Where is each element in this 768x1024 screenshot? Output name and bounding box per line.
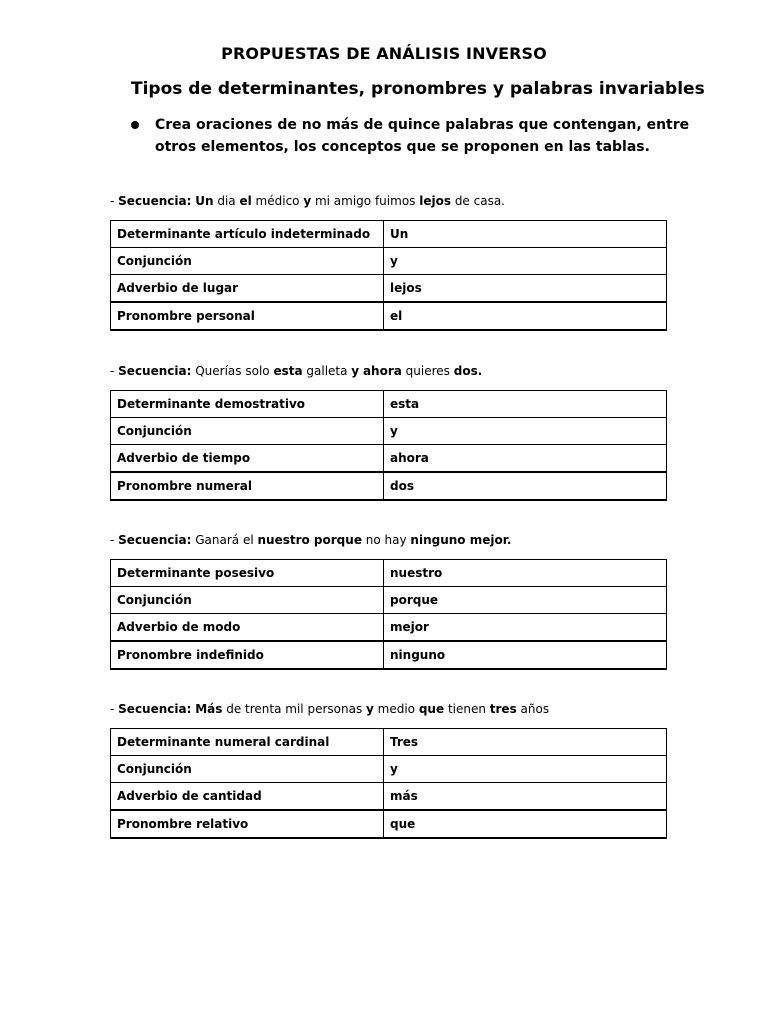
concept-table bbox=[110, 728, 667, 839]
word-cell: esta bbox=[384, 391, 667, 418]
concept-cell: Determinante demostrativo bbox=[111, 391, 384, 418]
highlighted-word: y bbox=[303, 194, 312, 208]
table-row bbox=[111, 275, 667, 303]
table-row bbox=[111, 221, 667, 248]
word-cell: dos bbox=[384, 472, 667, 500]
table-row bbox=[111, 810, 667, 838]
table-row bbox=[111, 587, 667, 614]
word-cell: Tres bbox=[384, 729, 667, 756]
sentence-text: médico bbox=[251, 194, 304, 208]
word-cell: que bbox=[384, 810, 667, 838]
word-cell: ahora bbox=[384, 445, 667, 473]
exercise-section bbox=[110, 701, 667, 839]
table-row bbox=[111, 614, 667, 642]
word-cell: y bbox=[384, 418, 667, 445]
concept-cell: Determinante posesivo bbox=[111, 560, 384, 587]
sentence-text: no hay bbox=[361, 533, 411, 547]
sentence-text: de trenta mil personas bbox=[222, 702, 367, 716]
instruction-bullet bbox=[131, 114, 691, 158]
word-cell: más bbox=[384, 783, 667, 811]
sequence-line: - Secuencia: Más de trenta mil personas y medio que tienen tres años bbox=[110, 702, 550, 716]
word-cell: y bbox=[384, 756, 667, 783]
table-row bbox=[111, 783, 667, 811]
highlighted-word: Un bbox=[195, 194, 214, 208]
sentence-text: Querías solo bbox=[195, 364, 274, 378]
exercise-section bbox=[110, 363, 667, 501]
table-row bbox=[111, 248, 667, 275]
sentence-text: dia bbox=[213, 194, 240, 208]
sentence-text: Ganará el bbox=[195, 533, 258, 547]
exercise-section bbox=[110, 532, 667, 670]
table-row bbox=[111, 391, 667, 418]
word-cell: mejor bbox=[384, 614, 667, 642]
concept-cell: Pronombre personal bbox=[111, 302, 384, 330]
word-cell: ninguno bbox=[384, 641, 667, 669]
concept-cell: Determinante numeral cardinal bbox=[111, 729, 384, 756]
highlighted-word: y bbox=[366, 702, 374, 716]
concept-cell: Adverbio de modo bbox=[111, 614, 384, 642]
page-title: PROPUESTAS DE ANÁLISIS INVERSO bbox=[221, 44, 547, 63]
sentence-text: quieres bbox=[401, 364, 454, 378]
table-row bbox=[111, 641, 667, 669]
word-cell: lejos bbox=[384, 275, 667, 303]
highlighted-word: dos. bbox=[453, 364, 483, 378]
bullet-icon bbox=[131, 121, 139, 129]
highlighted-word: ahora bbox=[362, 364, 402, 378]
instruction-text: Crea oraciones de no más de quince palabras que contengan, entre otros elementos, los conceptos que se proponen en las tablas. bbox=[155, 117, 690, 155]
table-row bbox=[111, 472, 667, 500]
word-cell: porque bbox=[384, 587, 667, 614]
sentence-text: galleta bbox=[302, 364, 352, 378]
word-cell: Un bbox=[384, 221, 667, 248]
sequence-line: - Secuencia: Ganará el nuestro porque no hay ninguno mejor. bbox=[110, 533, 512, 547]
sentence-text: mi amigo fuimos bbox=[311, 194, 420, 208]
highlighted-word: nuestro porque bbox=[257, 533, 362, 547]
highlighted-word: el bbox=[239, 194, 252, 208]
word-cell: nuestro bbox=[384, 560, 667, 587]
concept-cell: Conjunción bbox=[111, 587, 384, 614]
sequence-label: Secuencia: bbox=[118, 702, 192, 716]
table-row bbox=[111, 418, 667, 445]
concept-cell: Pronombre numeral bbox=[111, 472, 384, 500]
sentence-text: medio bbox=[373, 702, 419, 716]
sequence-label: Secuencia: bbox=[118, 533, 192, 547]
table-row bbox=[111, 302, 667, 330]
concept-cell: Pronombre indefinido bbox=[111, 641, 384, 669]
table-row bbox=[111, 756, 667, 783]
highlighted-word: que bbox=[418, 702, 445, 716]
highlighted-word: Más bbox=[195, 702, 223, 716]
concept-cell: Conjunción bbox=[111, 248, 384, 275]
concept-table bbox=[110, 220, 667, 331]
highlighted-word: lejos bbox=[419, 194, 451, 208]
highlighted-word: y bbox=[351, 364, 360, 378]
exercise-section bbox=[110, 193, 667, 331]
concept-table bbox=[110, 390, 667, 501]
concept-cell: Conjunción bbox=[111, 756, 384, 783]
concept-cell: Determinante artículo indeterminado bbox=[111, 221, 384, 248]
sequence-label: Secuencia: bbox=[118, 194, 192, 208]
sentence-text: tienen bbox=[444, 702, 490, 716]
sequence-line: - Secuencia: Un dia el médico y mi amigo fuimos lejos de casa. bbox=[110, 194, 505, 208]
table-row bbox=[111, 729, 667, 756]
concept-table bbox=[110, 559, 667, 670]
highlighted-word: tres bbox=[489, 702, 517, 716]
sequence-label: Secuencia: bbox=[118, 364, 192, 378]
highlighted-word: esta bbox=[273, 364, 303, 378]
highlighted-word: ninguno mejor. bbox=[410, 533, 512, 547]
concept-cell: Adverbio de lugar bbox=[111, 275, 384, 303]
sentence-text: de casa. bbox=[451, 194, 505, 208]
concept-cell: Adverbio de tiempo bbox=[111, 445, 384, 473]
concept-cell: Adverbio de cantidad bbox=[111, 783, 384, 811]
page-subtitle: Tipos de determinantes, pronombres y palabras invariables bbox=[131, 79, 705, 99]
concept-cell: Pronombre relativo bbox=[111, 810, 384, 838]
word-cell: y bbox=[384, 248, 667, 275]
concept-cell: Conjunción bbox=[111, 418, 384, 445]
table-row bbox=[111, 560, 667, 587]
word-cell: el bbox=[384, 302, 667, 330]
table-row bbox=[111, 445, 667, 473]
sequence-line: - Secuencia: Querías solo esta galleta y ahora quieres dos. bbox=[110, 364, 483, 378]
sentence-text: años bbox=[516, 702, 550, 716]
